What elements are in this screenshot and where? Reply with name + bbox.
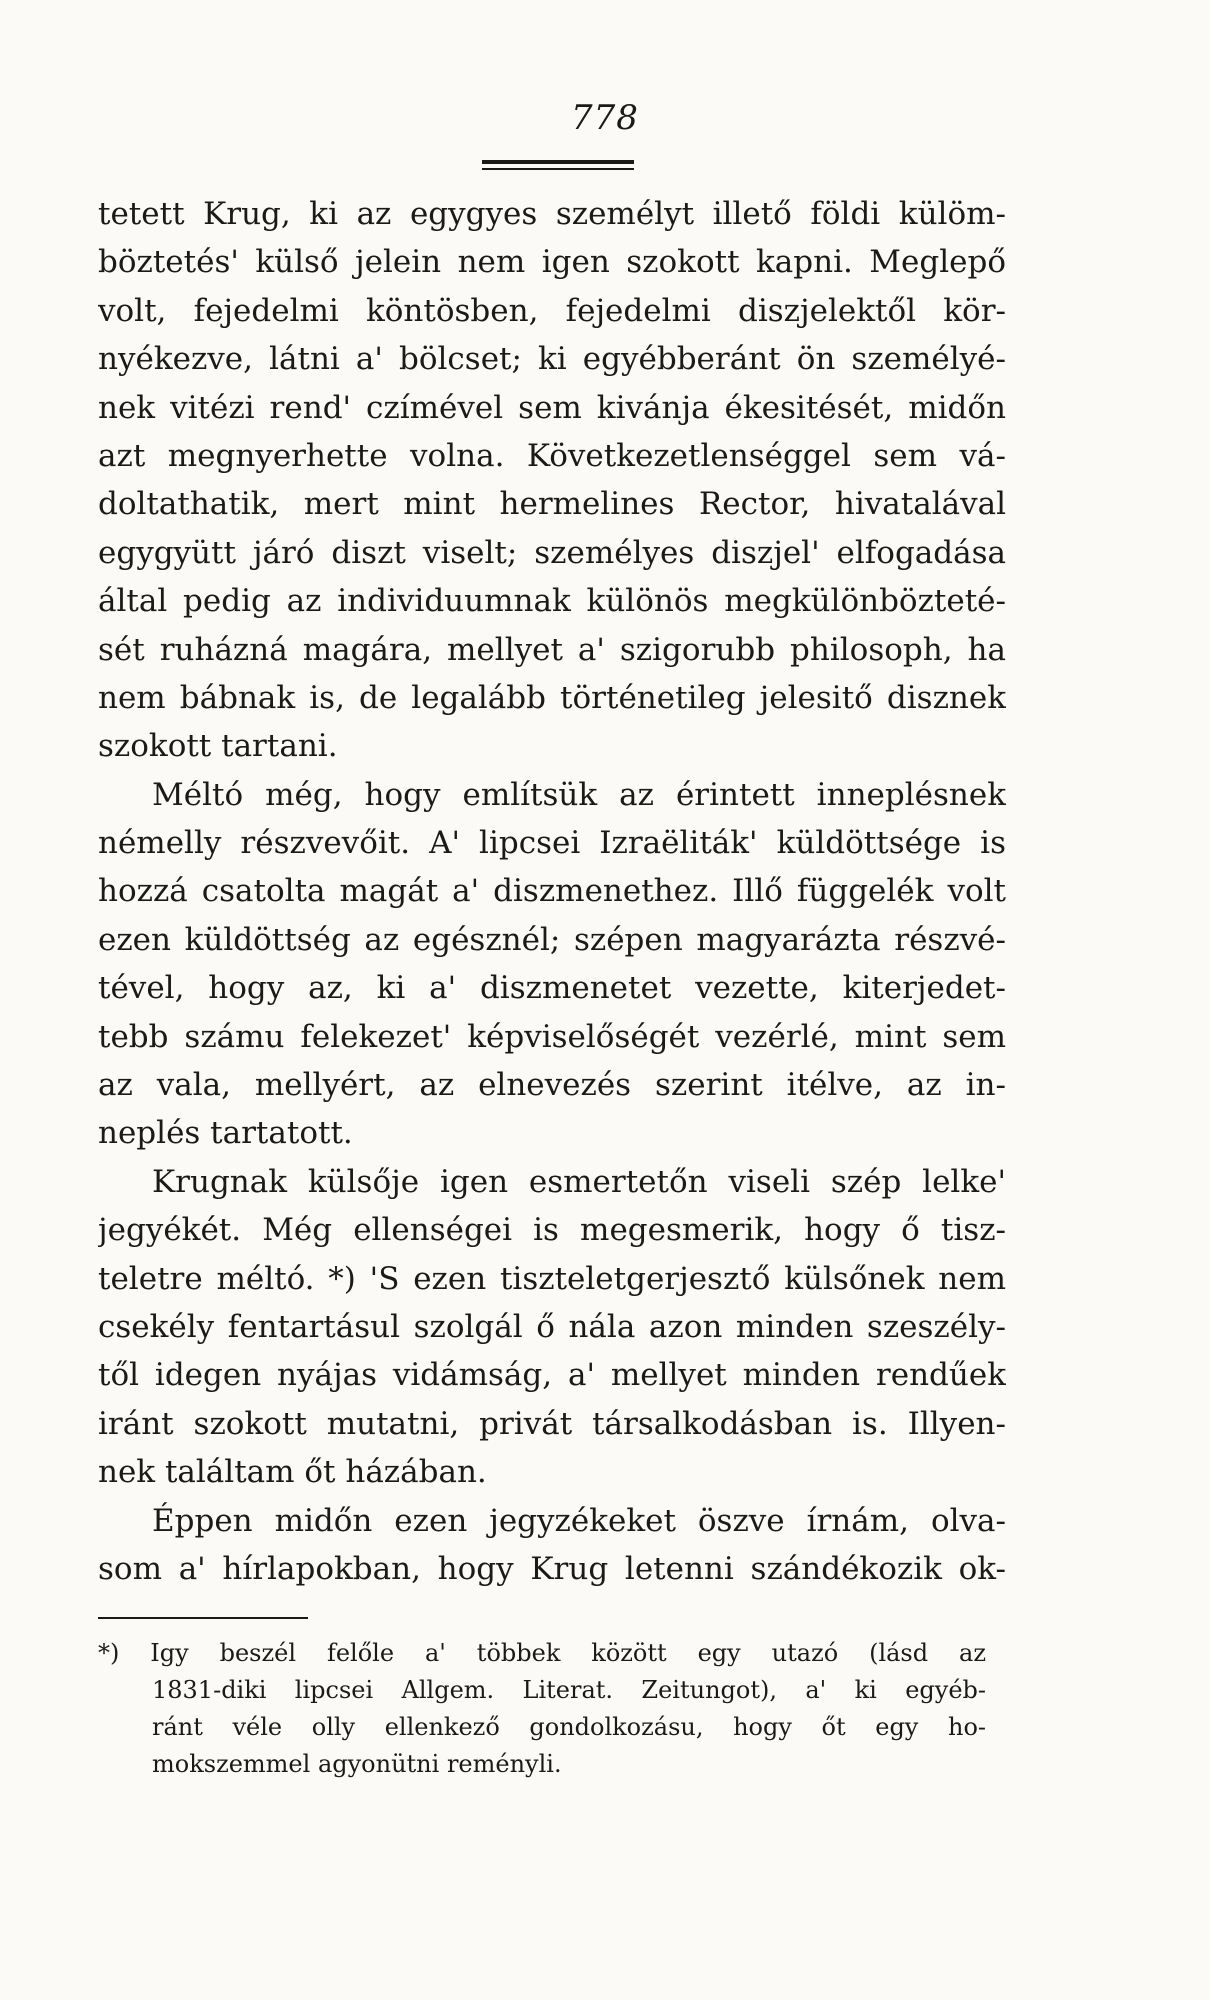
text-line: Krugnak külsője igen esmertetőn viseli szép lelke'	[152, 1163, 1006, 1200]
text-line: iránt szokott mutatni, privát társalkodásban is. Illyen-	[98, 1405, 1006, 1442]
text-line: nyékezve, látni a' bölcset; ki egyébberánt ön személyé-	[98, 341, 1006, 378]
text-line: az vala, mellyért, az elnevezés szerint itélve, az in-	[98, 1067, 1006, 1104]
text-line: ezen küldöttség az egésznél; szépen magyarázta részvé-	[98, 921, 1006, 958]
text-line: teletre méltó. *) 'S ezen tiszteletgerjesztő külsőnek nem	[98, 1260, 1006, 1297]
text-line: jegyékét. Még ellenségei is megesmerik, hogy ő tisz-	[98, 1212, 1006, 1249]
text-line: neplés tartatott.	[98, 1115, 353, 1152]
text-line: böztetés' külső jelein nem igen szokott kapni. Meglepő	[98, 244, 1006, 281]
text-line: által pedig az individuumnak különös megkülönbözteté-	[98, 583, 1006, 620]
header-rule	[482, 160, 634, 164]
text-line: azt megnyerhette volna. Következetlenséggel sem vá-	[98, 437, 1006, 474]
text-line: Méltó még, hogy említsük az érintett inneplésnek	[152, 776, 1006, 813]
text-line: egygyütt járó diszt viselt; személyes diszjel' elfogadása	[98, 534, 1006, 571]
text-line: nek vitézi rend' czímével sem kivánja ékesitését, midőn	[98, 389, 1006, 426]
footnote-line: *) Igy beszél felőle a' többek között egy utazó (lásd az	[98, 1639, 986, 1667]
text-line: csekély fentartásul szolgál ő nála azon minden szeszély-	[98, 1308, 1006, 1345]
text-line: tével, hogy az, ki a' diszmenetet vezette, kiterjedet-	[98, 970, 1006, 1007]
text-line: Éppen midőn ezen jegyzékeket öszve írnám, olva-	[152, 1502, 1006, 1539]
text-line: szokott tartani.	[98, 728, 338, 765]
text-line: némelly részvevőit. A' lipcsei Izraëliták' küldöttsége is	[98, 825, 1006, 862]
body-text	[98, 190, 1006, 1593]
text-line: nem bábnak is, de legalább történetileg jelesitő disznek	[98, 679, 1006, 716]
text-line: tetett Krug, ki az egygyes személyt illető földi külöm-	[98, 196, 1006, 232]
text-line: doltathatik, mert mint hermelines Rector, hivatalával	[98, 486, 1006, 523]
footnote	[98, 1635, 986, 1783]
text-line: volt, fejedelmi köntösben, fejedelmi diszjelektől kör-	[98, 292, 1006, 329]
text-line: sét ruházná magára, mellyet a' szigorubb philosoph, ha	[98, 631, 1006, 668]
text-line: nek találtam őt házában.	[98, 1454, 487, 1491]
text-line: től idegen nyájas vidámság, a' mellyet minden rendűek	[98, 1357, 1006, 1394]
footnote-line: mokszemmel agyonütni reményli.	[152, 1750, 562, 1778]
text-line: tebb számu felekezet' képviselőségét vezérlé, mint sem	[98, 1018, 1006, 1055]
footnote-rule	[98, 1617, 308, 1619]
text-line: som a' hírlapokban, hogy Krug letenni szándékozik ok-	[98, 1550, 1006, 1587]
footnote-line: 1831-diki lipcsei Allgem. Literat. Zeitungot), a' ki egyéb-	[152, 1676, 986, 1704]
footnote-line: ránt véle olly ellenkező gondolkozásu, hogy őt egy ho-	[152, 1713, 986, 1741]
text-line: hozzá csatolta magát a' diszmenethez. Illő függelék volt	[98, 873, 1006, 910]
page-number: 778	[571, 98, 639, 138]
